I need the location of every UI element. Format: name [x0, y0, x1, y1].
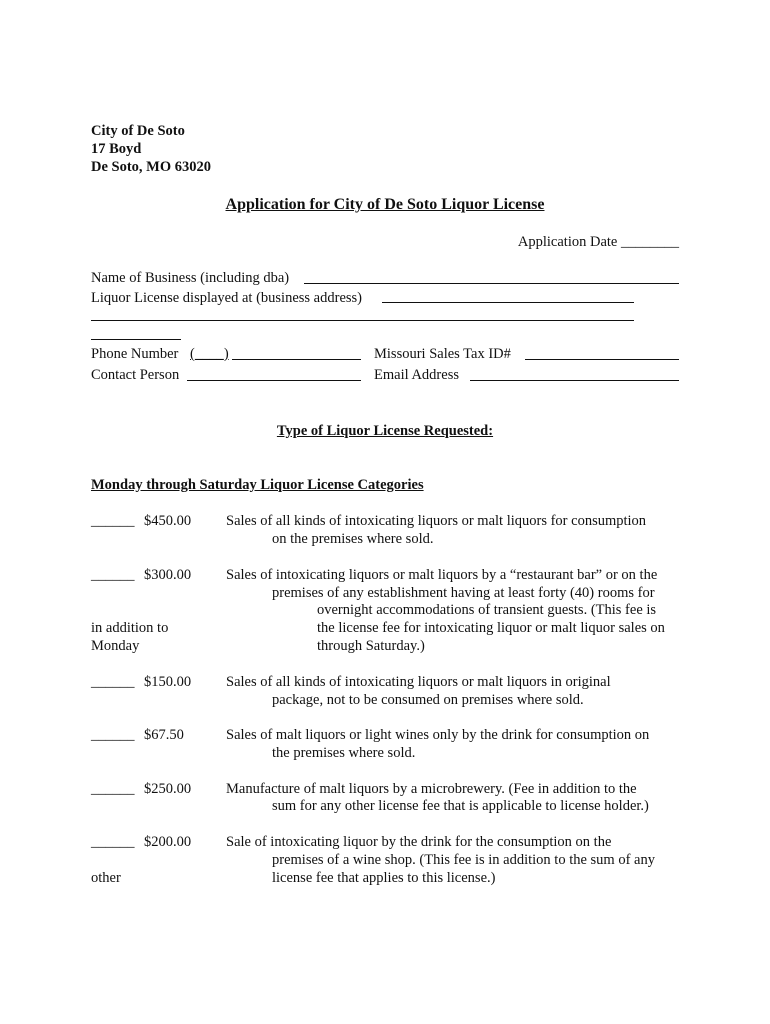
license-description: Sales of intoxicating liquors or malt liquors by a “restaurant bar” or on the — [226, 567, 658, 583]
license-price: $150.00 — [144, 674, 192, 690]
license-description: premises of any establishment having at least forty (40) rooms for — [272, 585, 655, 601]
business-name-input[interactable] — [304, 283, 679, 284]
license-price: $67.50 — [144, 727, 184, 743]
license-address-input-line3[interactable] — [91, 339, 181, 340]
license-checkbox-blank[interactable]: ______ — [91, 674, 135, 690]
license-side-note: Monday — [91, 638, 140, 654]
license-description: Sales of all kinds of intoxicating liquors or malt liquors for consumption — [226, 513, 647, 529]
license-price: $300.00 — [144, 567, 192, 583]
license-checkbox-blank[interactable]: ______ — [91, 727, 135, 743]
email-input[interactable] — [470, 380, 679, 381]
business-name-label: Name of Business (including dba) — [91, 270, 290, 286]
type-heading: Type of Liquor License Requested: — [276, 423, 494, 439]
license-checkbox-blank[interactable]: ______ — [91, 567, 135, 583]
street-address: 17 Boyd — [91, 141, 142, 157]
license-description: license fee that applies to this license.) — [272, 870, 496, 886]
phone-input[interactable] — [232, 359, 361, 360]
license-description: the license fee for intoxicating liquor or malt liquor sales on — [317, 620, 665, 636]
license-price: $250.00 — [144, 781, 192, 797]
license-description: package, not to be consumed on premises where sold. — [272, 692, 584, 708]
license-description: on the premises where sold. — [272, 531, 434, 547]
license-price: $200.00 — [144, 834, 192, 850]
phone-area-code[interactable]: (____) — [190, 346, 229, 362]
email-label: Email Address — [374, 367, 459, 383]
license-description: through Saturday.) — [317, 638, 425, 654]
license-description: Sales of all kinds of intoxicating liquors or malt liquors in original — [226, 674, 611, 690]
city-state-zip: De Soto, MO 63020 — [91, 159, 212, 175]
license-checkbox-blank[interactable]: ______ — [91, 781, 135, 797]
license-address-input[interactable] — [382, 302, 634, 303]
license-description: Manufacture of malt liquors by a microbrewery. (Fee in addition to the — [226, 781, 637, 797]
phone-label: Phone Number — [91, 346, 179, 362]
license-description: Sales of malt liquors or light wines only by the drink for consumption on — [226, 727, 650, 743]
sales-tax-label: Missouri Sales Tax ID# — [374, 346, 511, 362]
license-side-note: other — [91, 870, 121, 886]
application-date-field[interactable]: Application Date ________ — [517, 234, 679, 250]
license-address-label: Liquor License displayed at (business address) — [91, 290, 362, 306]
license-description: premises of a wine shop. (This fee is in addition to the sum of any — [272, 852, 655, 868]
license-checkbox-blank[interactable]: ______ — [91, 834, 135, 850]
contact-person-label: Contact Person — [91, 367, 180, 383]
license-price: $450.00 — [144, 513, 192, 529]
license-description: sum for any other license fee that is applicable to license holder.) — [272, 798, 649, 814]
license-description: the premises where sold. — [272, 745, 416, 761]
license-side-note: in addition to — [91, 620, 169, 636]
page-title: Application for City of De Soto Liquor License — [225, 196, 545, 213]
license-address-input-line2[interactable] — [91, 320, 634, 321]
sales-tax-input[interactable] — [525, 359, 679, 360]
license-description: overnight accommodations of transient guests. (This fee is — [317, 602, 657, 618]
contact-person-input[interactable] — [187, 380, 361, 381]
license-description: Sale of intoxicating liquor by the drink for the consumption on the — [226, 834, 612, 850]
license-checkbox-blank[interactable]: ______ — [91, 513, 135, 529]
category-heading: Monday through Saturday Liquor License Categories — [91, 477, 424, 493]
city-name: City of De Soto — [91, 123, 185, 139]
